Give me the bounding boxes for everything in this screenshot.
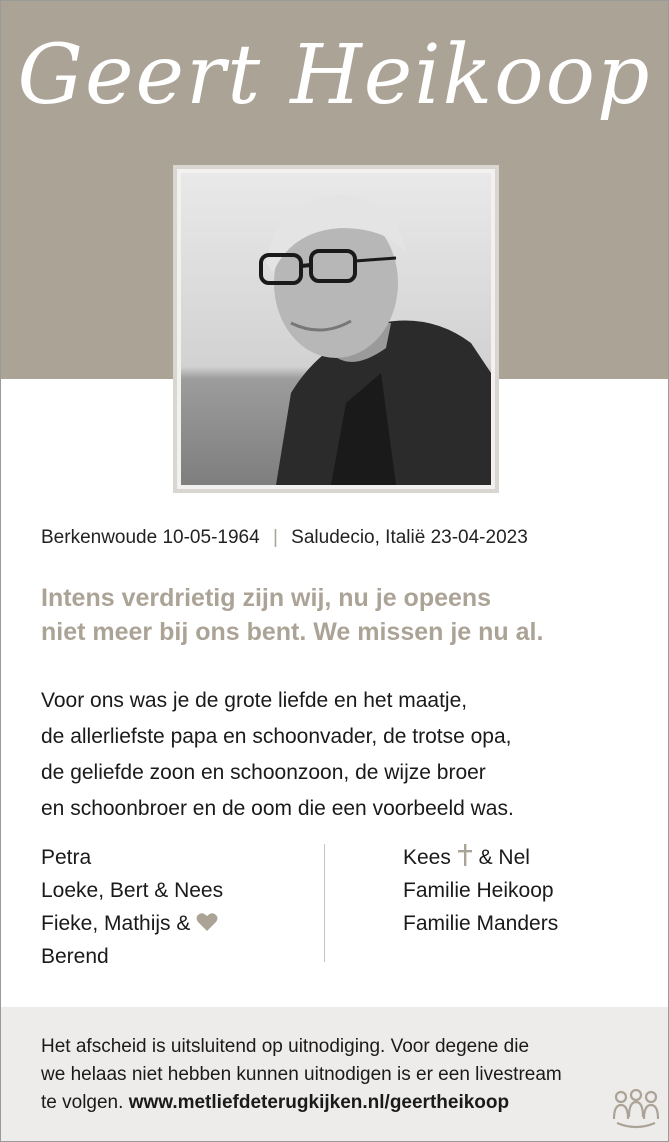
family-name: Petra [41,846,92,869]
deceased-name: Geert Heikoop [17,28,652,123]
family-name-row [403,841,643,874]
life-dates [41,527,641,549]
tagline-line: niet meer bij ons bent. We missen je nu al. [41,618,544,646]
livestream-url[interactable]: www.metliefdeterugkijken.nl/geertheikoop [128,1092,510,1113]
portrait-photo [181,173,491,485]
body-line: de allerliefste papa en schoonvader, de trotse opa, [41,725,512,748]
family-name: Kees [403,846,451,869]
family-left [41,841,311,973]
tagline-line: Intens verdrietig zijn wij, nu je opeens [41,584,492,612]
family-name: Familie Manders [403,912,559,935]
birth-date: Berkenwoude 10-05-1964 [41,527,260,548]
footer-line [41,1089,641,1117]
family-name: Berend [41,945,109,968]
footer-line: we helaas niet hebben kunnen uitnodigen is er een livestream [41,1064,562,1085]
family-name: Fieke, Mathijs & [41,912,191,935]
people-icon [611,1089,661,1129]
family-name: Loeke, Bert & Nees [41,879,224,902]
date-separator: | [272,527,278,548]
portrait-image [181,173,491,485]
footer-line-text: te volgen. [41,1092,124,1113]
body-line: de geliefde zoon en schoonzoon, de wijze broer [41,761,486,784]
death-date: Saludecio, Italië 23-04-2023 [291,527,528,548]
footer-text [41,1033,641,1117]
family-name-row [41,907,311,940]
family-name: Familie Heikoop [403,879,554,902]
body-line: en schoonbroer en de oom die een voorbeeld was. [41,797,514,820]
body-line: Voor ons was je de grote liefde en het maatje, [41,689,468,712]
cross-icon [457,846,479,869]
column-divider [324,844,325,962]
body-text [41,683,651,827]
family-name: & Nel [478,846,530,869]
family-right [403,841,643,940]
heart-icon [196,912,218,935]
tagline [41,581,641,649]
footer-line: Het afscheid is uitsluitend op uitnodiging. Voor degene die [41,1036,530,1057]
